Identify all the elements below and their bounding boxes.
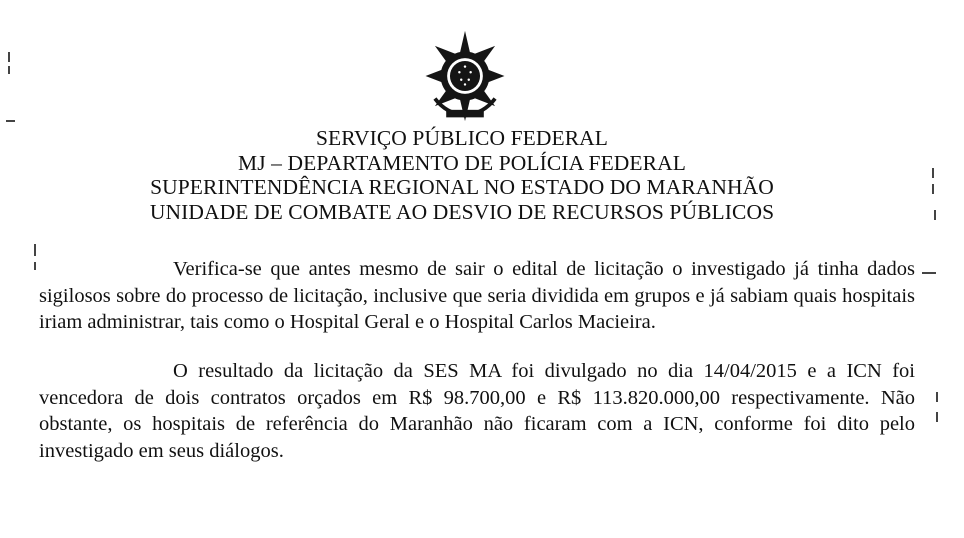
scan-mark	[34, 262, 36, 270]
scan-mark	[922, 272, 936, 274]
body-paragraph-1: Verifica-se que antes mesmo de sair o edital de licitação o investigado já tinha dados sigilosos sobre do processo de licitação, inclusive que seria dividida em grupos e já sabiam quais hospitais iriam administrar, tais como o Hospital Geral e o Hospital Carlos Macieira.	[39, 258, 915, 333]
scan-mark	[8, 52, 10, 62]
scan-mark	[936, 392, 938, 402]
header-line-2: MJ – DEPARTAMENTO DE POLÍCIA FEDERAL	[238, 151, 686, 175]
scan-mark	[932, 184, 934, 194]
scan-mark	[8, 66, 10, 74]
scan-mark	[6, 120, 15, 122]
header-line-4: UNIDADE DE COMBATE AO DESVIO DE RECURSOS PÚBLICOS	[149, 200, 775, 224]
scan-mark	[932, 168, 934, 178]
header-line-1: SERVIÇO PÚBLICO FEDERAL	[315, 126, 609, 150]
scan-mark	[34, 244, 36, 256]
scan-mark	[934, 210, 936, 220]
scan-mark	[936, 412, 938, 422]
body-paragraph-2: O resultado da licitação da SES MA foi divulgado no dia 14/04/2015 e a ICN foi vencedora de dois contratos orçados em R$ 98.700,00 e R$ 113.820.000,00 respectivamente. Não obstante, os hospitais de referência do Maranhão não ficaram com a ICN, conforme foi dito pelo investigado em seus diálogos.	[39, 360, 915, 462]
brazil-coat-of-arms-icon	[418, 28, 512, 124]
header-line-3: SUPERINTENDÊNCIA REGIONAL NO ESTADO DO MARANHÃO	[150, 175, 774, 199]
